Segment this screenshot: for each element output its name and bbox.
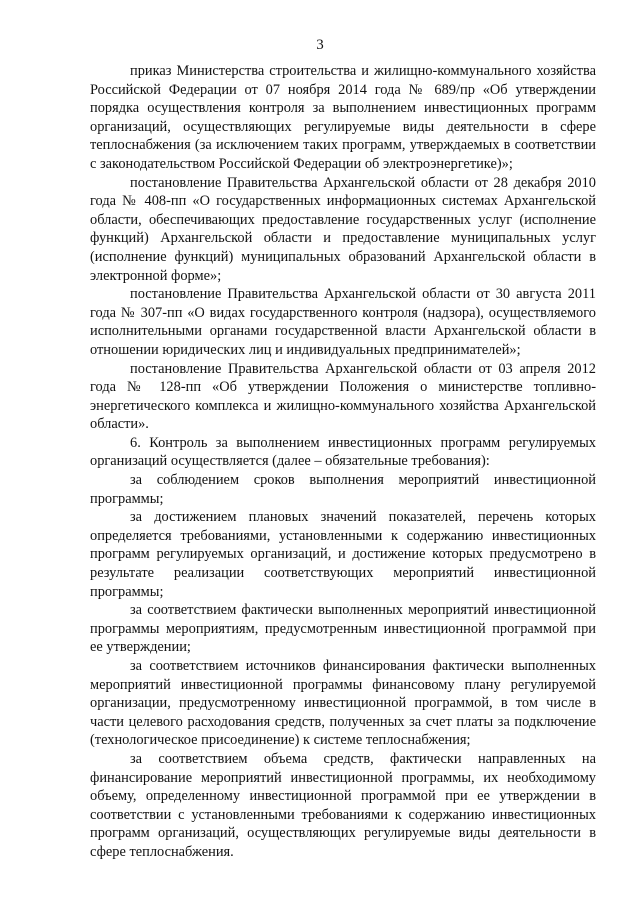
paragraph-requirement-funding-sources: за соответствием источников финансирования фактически выполненных мероприятий инвестиционной программы финансовому плану регулируемой организации, предусмотренному инвестиционной программой, в том числе в части целевого расходования средств, полученных за счет платы за подключение (технологическое присоединение) к системе теплоснабжения; (90, 658, 596, 749)
paragraph-section-6: 6. Контроль за выполнением инвестиционных программ регулируемых организаций осуществляется (далее – обязательные требования): (90, 434, 596, 470)
paragraph-requirement-activities: за соответствием фактически выполненных мероприятий инвестиционной программы мероприятиям, предусмотренным инвестиционной программой при ее утверждении; (90, 602, 596, 656)
document-body (90, 62, 596, 862)
paragraph-requirement-funding-volume: за соответствием объема средств, фактически направленных на финансирование мероприятий инвестиционной программы, их необходимому объему, определенному инвестиционной программой при ее утверждении в соответствии с установленными требованиями к содержанию инвестиционных программ организаций, осуществляющих регулируемые виды деятельности в сфере теплоснабжения. (90, 750, 596, 860)
paragraph-resolution-408: постановление Правительства Архангельской области от 28 декабря 2010 года № 408-пп «О государственных информационных системах Архангельской области, обеспечивающих предоставление государственных услуг (исполнение функций) Архангельской области и предоставление муниципальных услуг (исполнение функций) муниципальных образований Архангельской области в электронной форме»; (90, 174, 596, 284)
paragraph-resolution-128: постановление Правительства Архангельской области от 03 апреля 2012 года № 128-пп «Об утверждении Положения о министерстве топливно-энергетического комплекса и жилищно-коммунального хозяйства Архангельской области». (90, 360, 596, 433)
paragraph-requirement-indicators: за достижением плановых значений показателей, перечень которых определяется требованиями, установленными к содержанию инвестиционных программ регулируемых организаций, и достижение которых предусмотрено в результате реализации соответствующих мероприятий инвестиционной программы; (90, 509, 596, 600)
paragraph-ministry-order: приказ Министерства строительства и жилищно-коммунального хозяйства Российской Федерации от 07 ноября 2014 года № 689/пр «Об утверждении порядка осуществления контроля за выполнением инвестиционных программ организаций, осуществляющих регулируемые виды деятельности в сфере теплоснабжения (за исключением таких программ, утверждаемых в соответствии с законодательством Российской Федерации об электроэнергетике)»; (90, 63, 596, 172)
paragraph-requirement-deadlines: за соблюдением сроков выполнения мероприятий инвестиционной программы; (90, 472, 596, 507)
paragraph-resolution-307: постановление Правительства Архангельской области от 30 августа 2011 года № 307-пп «О видах государственного контроля (надзора), осуществляемого исполнительными органами государственной власти Архангельской области в отношении юридических лиц и индивидуальных предпринимателей»; (90, 286, 596, 358)
page-number: 3 (316, 37, 324, 53)
